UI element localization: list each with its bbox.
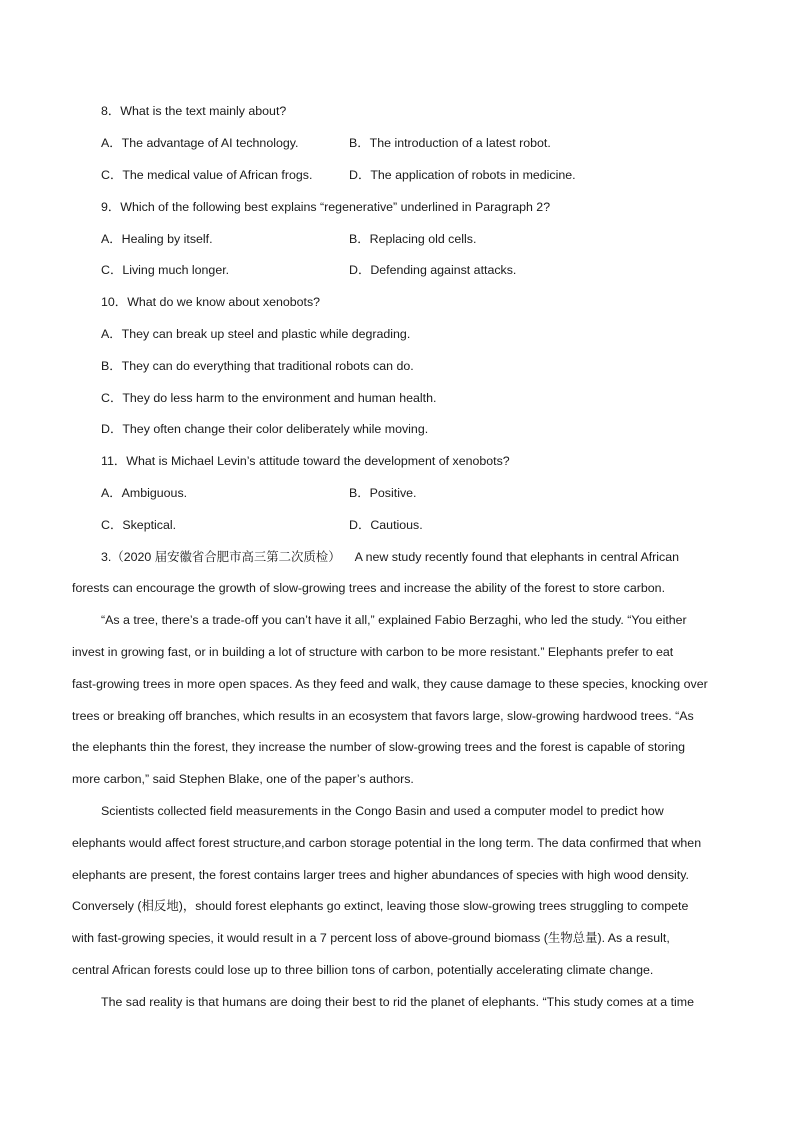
option-label: D．: [349, 263, 371, 277]
passage-line: forests can encourage the growth of slow-growing trees and increase the ability of the forest to store carbon.: [72, 581, 666, 595]
question-number: 11．: [101, 454, 127, 468]
option-label: B．: [349, 136, 370, 150]
passage-line: invest in growing fast, or in building a lot of structure with carbon to be more resistant.” Elephants prefer to eat: [72, 645, 674, 659]
option-text: Living much longer.: [122, 263, 230, 277]
option-label: B．: [349, 232, 370, 246]
option-text: They can break up steel and plastic while degrading.: [121, 327, 411, 341]
option-10c: [101, 390, 436, 406]
passage-line: trees or breaking off branches, which results in an ecosystem that favors large, slow-growing hardwood trees. “As: [72, 709, 694, 723]
option-text: Healing by itself.: [121, 232, 213, 246]
question-number: 8．: [101, 104, 121, 118]
option-label: C．: [101, 168, 123, 182]
passage-line: Scientists collected field measurements in the Congo Basin and used a computer model to predict how: [101, 804, 664, 818]
option-text: They do less harm to the environment and human health.: [122, 391, 437, 405]
option-label: B．: [101, 359, 122, 373]
option-label: D．: [349, 518, 371, 532]
option-text: Skeptical.: [122, 518, 177, 532]
passage-line: The sad reality is that humans are doing their best to rid the planet of elephants. “This study comes at a time: [101, 995, 694, 1009]
option-10b: [101, 358, 414, 374]
option-8b: [349, 135, 551, 151]
option-label: C．: [101, 263, 123, 277]
option-label: A．: [101, 486, 122, 500]
passage-heading: 3.（2020 届安徽省合肥市高三第二次质检）: [101, 550, 341, 564]
option-11d: [349, 517, 423, 533]
option-text: Defending against attacks.: [370, 263, 517, 277]
option-8a: [101, 135, 298, 151]
option-label: A．: [101, 232, 122, 246]
option-8d: [349, 167, 576, 183]
passage-line: the elephants thin the forest, they increase the number of slow-growing trees and the forest is capable of storing: [72, 740, 685, 754]
option-text: The introduction of a latest robot.: [369, 136, 551, 150]
question-stem: What do we know about xenobots?: [127, 295, 321, 309]
option-label: B．: [349, 486, 370, 500]
passage-line: Conversely (相反地)，should forest elephants go extinct, leaving those slow-growing trees struggling to compete: [72, 899, 689, 913]
question-number: 10．: [101, 295, 128, 309]
question-11: [101, 453, 510, 469]
option-9b: [349, 231, 476, 247]
option-label: A．: [101, 136, 122, 150]
option-9a: [101, 231, 213, 247]
option-text: The medical value of African frogs.: [122, 168, 313, 182]
option-text: Ambiguous.: [121, 486, 188, 500]
option-text: They often change their color deliberately while moving.: [122, 422, 429, 436]
option-text: The application of robots in medicine.: [370, 168, 576, 182]
question-8: [101, 103, 286, 119]
option-text: They can do everything that traditional robots can do.: [121, 359, 414, 373]
passage-3-first-line: [101, 549, 679, 565]
question-10: [101, 294, 320, 310]
option-11b: [349, 485, 416, 501]
option-label: D．: [101, 422, 123, 436]
option-label: A．: [101, 327, 122, 341]
passage-line: elephants are present, the forest contains larger trees and higher abundances of species with high wood density.: [72, 868, 689, 882]
option-text: Replacing old cells.: [369, 232, 477, 246]
option-text: Cautious.: [370, 518, 423, 532]
option-8c: [101, 167, 312, 183]
question-stem: Which of the following best explains “regenerative” underlined in Paragraph 2?: [120, 200, 551, 214]
passage-line: “As a tree, there’s a trade-off you can’t have it all,” explained Fabio Berzaghi, who led the study. “You either: [101, 613, 687, 627]
question-stem: What is the text mainly about?: [120, 104, 287, 118]
option-label: D．: [349, 168, 371, 182]
question-number: 9．: [101, 200, 121, 214]
passage-line: with fast-growing species, it would result in a 7 percent loss of above-ground biomass (生物总量). As a result,: [72, 931, 670, 945]
question-9: [101, 199, 550, 215]
passage-line: elephants would affect forest structure,and carbon storage potential in the long term. The data confirmed that when: [72, 836, 702, 850]
passage-line: fast-growing trees in more open spaces. As they feed and walk, they cause damage to these species, knocking over: [72, 677, 708, 691]
option-11c: [101, 517, 176, 533]
option-text: The advantage of AI technology.: [121, 136, 299, 150]
option-9d: [349, 262, 516, 278]
passage-line: central African forests could lose up to three billion tons of carbon, potentially accelerating climate change.: [72, 963, 654, 977]
option-10d: [101, 421, 428, 437]
option-label: C．: [101, 391, 123, 405]
passage-line: more carbon,” said Stephen Blake, one of the paper’s authors.: [72, 772, 414, 786]
option-10a: [101, 326, 410, 342]
question-stem: What is Michael Levin’s attitude toward the development of xenobots?: [126, 454, 510, 468]
option-11a: [101, 485, 187, 501]
option-text: Positive.: [369, 486, 417, 500]
option-label: C．: [101, 518, 123, 532]
passage-line: A new study recently found that elephants in central African: [354, 550, 680, 564]
option-9c: [101, 262, 229, 278]
